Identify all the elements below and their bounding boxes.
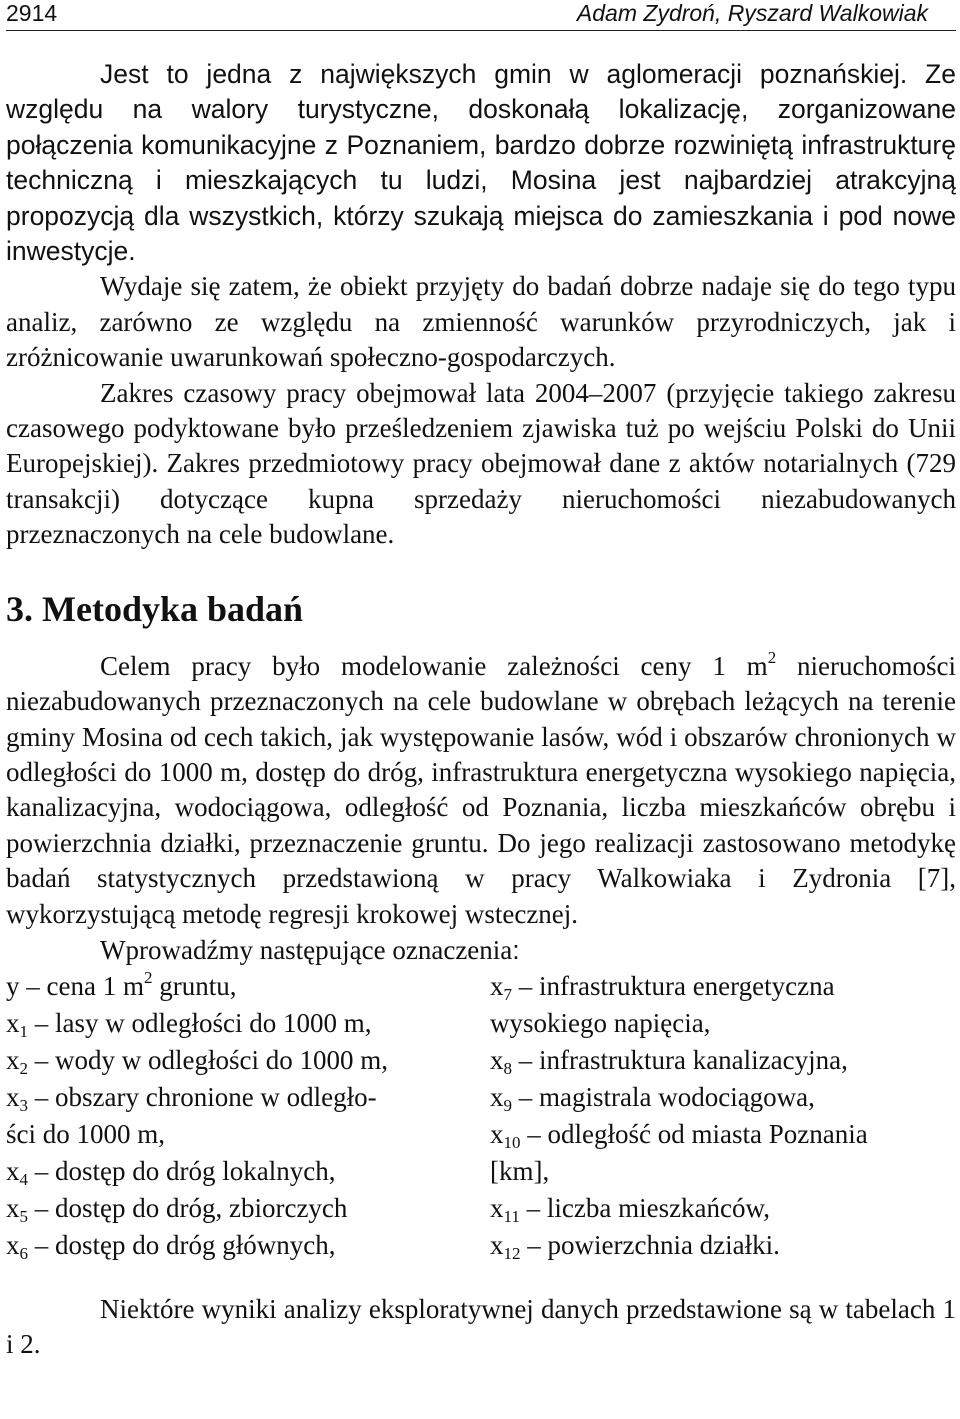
definition-row xyxy=(490,1005,956,1042)
definition-subscript: 4 xyxy=(19,1169,28,1189)
definitions-left-column xyxy=(6,968,490,1264)
definition-text: – wody w odległości do 1000 m, xyxy=(28,1044,388,1075)
notation-intro-text: Wprowadźmy następujące oznaczenia xyxy=(100,934,513,965)
definition-text: – dostęp do dróg głównych, xyxy=(28,1229,336,1260)
paragraph-exploratory-results: Niektóre wyniki analizy eksploratywnej danych przedstawione są w tabelach 1 i 2. xyxy=(6,1293,956,1360)
definition-subscript: 11 xyxy=(503,1206,520,1226)
definition-row xyxy=(6,1190,490,1227)
definition-text: – cena 1 m xyxy=(19,970,144,1001)
definition-row xyxy=(490,1079,956,1116)
method-aim-text-rest: nieruchomości niezabudowanych przeznaczonych na cele budowlane w obrębach leżących na terenie gminy Mosina od cech takich, jak występowanie lasów, wód i obszarów chronionych w odległości do 1000 m, dostęp do dróg, infrastruktura energetyczna wysokiego napięcia, kanalizacyjna, wodociągowa, odległość od Poznania, liczba mieszkańców obrębu i powierzchnia działki, przeznaczenie gruntu. Do jego realizacji zastosowano metodykę badań statystycznych przedstawioną w pracy Walkowiaka i Zydronia [7], wykorzystującą metodę regresji krokowej wstecznej. xyxy=(6,650,956,929)
definition-row xyxy=(6,1153,490,1190)
definition-text: – dostęp do dróg lokalnych, xyxy=(28,1155,336,1186)
notation-intro-colon: : xyxy=(512,934,520,965)
definition-text: ści do 1000 m, xyxy=(6,1118,165,1149)
paragraph-time-scope: Zakres czasowy pracy obejmował lata 2004–2007 (przyjęcie takiego zakresu czasowego podyktowane było prześledzeniem zjawiska tuż po wejściu Polski do Unii Europejskiej). Zakres przedmiotowy pracy obejmował dane z aktów notarialnych (729 transakcji) dotyczące kupna sprzedaży nieruchomości niezabudowanych przeznaczonych na cele budowlane. xyxy=(6,377,956,550)
paragraph-method-aim xyxy=(6,649,956,932)
definition-row xyxy=(6,1079,490,1116)
definition-subscript: 6 xyxy=(19,1243,28,1263)
definition-text: – odległość od miasta Poznania xyxy=(520,1118,868,1149)
definition-subscript: 2 xyxy=(19,1058,28,1078)
definition-variable: y xyxy=(6,970,20,1001)
definition-variable: x xyxy=(6,1081,20,1112)
definition-variable: x xyxy=(490,970,504,1001)
definition-row xyxy=(490,1042,956,1079)
definition-subscript: 3 xyxy=(19,1095,28,1115)
method-aim-superscript: 2 xyxy=(767,647,777,667)
definition-text: – lasy w odległości do 1000 m, xyxy=(28,1007,372,1038)
notation-intro xyxy=(6,932,956,968)
definition-text: [km], xyxy=(490,1155,550,1186)
header-authors: Adam Zydroń, Ryszard Walkowiak xyxy=(576,0,928,26)
definition-row xyxy=(6,1227,490,1264)
definition-row xyxy=(6,1005,490,1042)
definition-tail: gruntu, xyxy=(152,970,237,1001)
page-number: 2914 xyxy=(6,0,58,26)
definition-text: – magistrala wodociągowa, xyxy=(512,1081,815,1112)
definition-superscript: 2 xyxy=(143,967,153,987)
running-header xyxy=(6,0,956,31)
definitions-right-column xyxy=(490,968,956,1264)
definition-variable: x xyxy=(6,1044,20,1075)
definition-variable: x xyxy=(6,1155,20,1186)
definition-text: – dostęp do dróg, zbiorczych xyxy=(28,1192,348,1223)
document-page xyxy=(6,0,956,1363)
paragraph-research-object: Wydaje się zatem, że obiekt przyjęty do badań dobrze nadaje się do tego typu analiz, zarówno ze względu na zmienność warunków przyrodniczych, jak i zróżnicowanie uwarunkowań społeczno-gospodarczych. xyxy=(6,271,956,373)
definition-text: – infrastruktura energetyczna xyxy=(512,970,835,1001)
definition-subscript: 9 xyxy=(503,1095,512,1115)
definition-row xyxy=(490,1116,956,1153)
definition-variable: x xyxy=(490,1081,504,1112)
definition-row xyxy=(490,968,956,1005)
definition-variable: x xyxy=(490,1229,504,1260)
definition-subscript: 10 xyxy=(503,1132,521,1152)
definition-variable: x xyxy=(6,1229,20,1260)
definition-row xyxy=(6,968,490,1005)
definition-text: – obszary chronione w odległo- xyxy=(28,1081,377,1112)
method-aim-text-start: Celem pracy było modelowanie zależności ceny 1 m xyxy=(100,650,768,681)
definition-variable: x xyxy=(490,1044,504,1075)
definition-row xyxy=(490,1190,956,1227)
definition-row xyxy=(490,1227,956,1264)
definition-subscript: 5 xyxy=(19,1206,28,1226)
definition-row xyxy=(490,1153,956,1190)
definition-variable: x xyxy=(6,1007,20,1038)
definition-subscript: 1 xyxy=(19,1021,28,1041)
definition-variable: x xyxy=(6,1192,20,1223)
paragraph-gmina-description: Jest to jedna z największych gmin w aglomeracji poznańskiej. Ze względu na walory turystyczne, doskonałą lokalizację, zorganizowane połączenia komunikacyjne z Poznaniem, bardzo dobrze rozwiniętą infrastrukturę techniczną i mieszkających tu ludzi, Mosina jest najbardziej atrakcyjną propozycją dla wszystkich, którzy szukają miejsca do zamieszkania i pod nowe inwestycje. xyxy=(6,59,956,267)
definition-variable: x xyxy=(490,1192,504,1223)
section-heading: 3. Metodyka badań xyxy=(6,588,304,629)
definition-row xyxy=(6,1116,490,1153)
definition-text: – liczba mieszkańców, xyxy=(519,1192,771,1223)
definition-text: – powierzchnia działki. xyxy=(520,1229,780,1260)
definition-text: wysokiego napięcia, xyxy=(490,1007,711,1038)
definition-subscript: 12 xyxy=(503,1243,521,1263)
definition-variable: x xyxy=(490,1118,504,1149)
variable-definitions xyxy=(6,968,956,1264)
definition-subscript: 7 xyxy=(503,984,512,1004)
definition-row xyxy=(6,1042,490,1079)
definition-subscript: 8 xyxy=(503,1058,512,1078)
definition-text: – infrastruktura kanalizacyjna, xyxy=(512,1044,848,1075)
